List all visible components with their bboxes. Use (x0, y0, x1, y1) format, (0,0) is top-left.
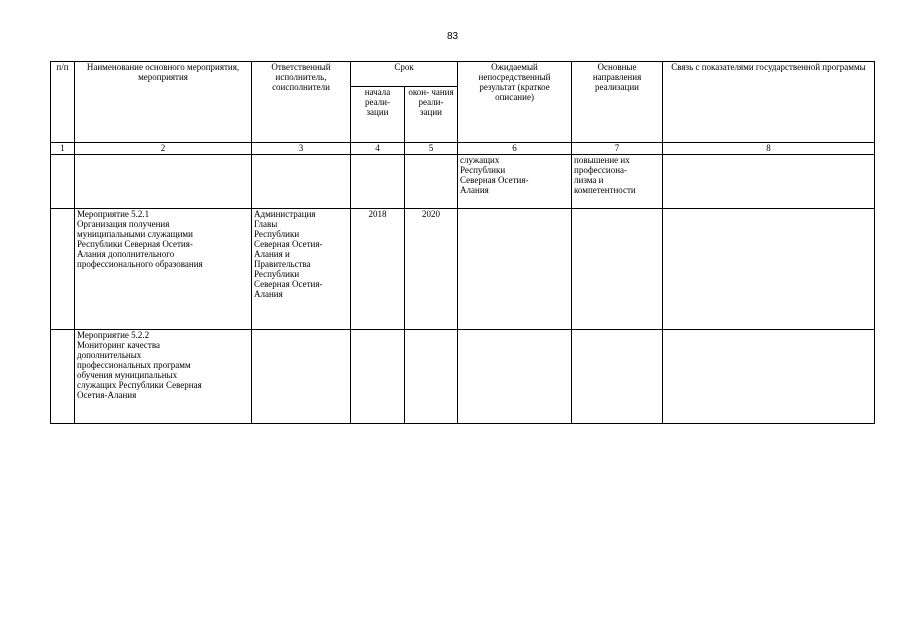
header-result: Ожидаемый непосредственный результат (краткое описание) (458, 62, 572, 143)
cell-start (351, 155, 405, 209)
column-number: 4 (351, 143, 405, 155)
cell-num (51, 209, 75, 330)
header-name: Наименование основного мероприятия, мероприятия (75, 62, 252, 143)
cell-link (663, 330, 875, 424)
column-numbers-row (51, 143, 875, 155)
table-row (51, 155, 875, 209)
cell-directions (572, 209, 663, 330)
header-link: Связь с показателями государственной программы (663, 62, 875, 143)
cell-link (663, 155, 875, 209)
measures-table (50, 61, 875, 424)
cell-result (458, 209, 572, 330)
column-number: 2 (75, 143, 252, 155)
cell-result: служащих Республики Северная Осетия- Алания (458, 155, 572, 209)
table-row (51, 330, 875, 424)
column-number: 7 (572, 143, 663, 155)
cell-directions: повышение их профессиона- лизма и компетентности (572, 155, 663, 209)
cell-responsible: Администрация Главы Республики Северная Осетия- Алания и Правительства Республики Северная Осетия- Алания (252, 209, 351, 330)
header-term-start: начала реали- зации (351, 87, 405, 143)
header-directions: Основные направления реализации (572, 62, 663, 143)
cell-start: 2018 (351, 209, 405, 330)
column-number: 1 (51, 143, 75, 155)
cell-end (405, 330, 458, 424)
cell-directions (572, 330, 663, 424)
cell-name: Мероприятие 5.2.1 Организация получения муниципальными служащими Республики Северная Осетия- Алания дополнительного профессионального образования (75, 209, 252, 330)
header-row (51, 62, 875, 87)
header-term: Срок (351, 62, 458, 87)
cell-end (405, 155, 458, 209)
cell-num (51, 155, 75, 209)
column-number: 8 (663, 143, 875, 155)
header-term-end: окон- чания реали- зации (405, 87, 458, 143)
cell-responsible (252, 155, 351, 209)
header-num: п/п (51, 62, 75, 143)
cell-num (51, 330, 75, 424)
cell-name: Мероприятие 5.2.2 Мониторинг качества дополнительных профессиональных программ обучения муниципальных служащих Республики Северная Осетия-Алания (75, 330, 252, 424)
cell-result (458, 330, 572, 424)
column-number: 5 (405, 143, 458, 155)
column-number: 3 (252, 143, 351, 155)
cell-link (663, 209, 875, 330)
column-number: 6 (458, 143, 572, 155)
page-number: 83 (446, 31, 459, 42)
cell-start (351, 330, 405, 424)
cell-end: 2020 (405, 209, 458, 330)
cell-responsible (252, 330, 351, 424)
header-responsible: Ответственный исполнитель, соисполнители (252, 62, 351, 143)
cell-name (75, 155, 252, 209)
table-row (51, 209, 875, 330)
